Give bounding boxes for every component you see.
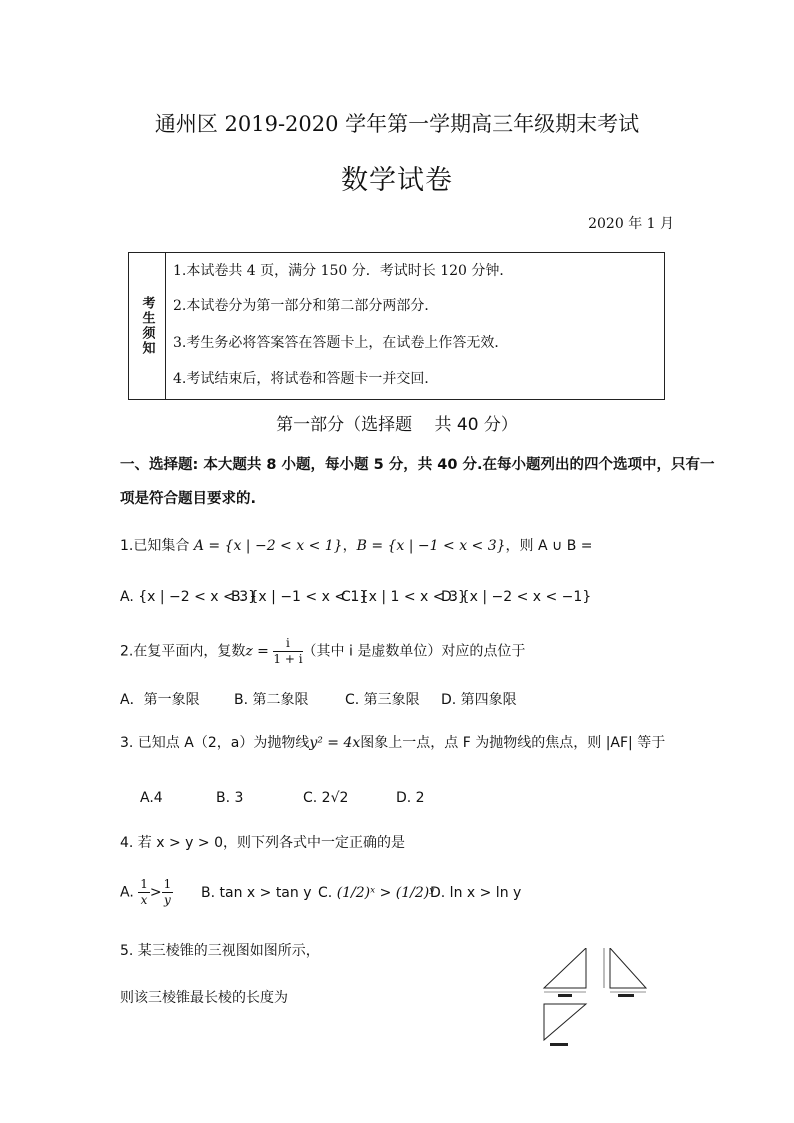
q1-option-b: B. {x | −1 < x < 1} <box>231 589 369 605</box>
q1-sep: ， <box>342 538 357 554</box>
q4-option-c <box>318 885 434 901</box>
three-view-diagram <box>540 948 650 1048</box>
q2-prefix: 2.在复平面内，复数 <box>120 643 246 660</box>
q1-prefix: 1.已知集合 <box>120 538 194 554</box>
notice-item-1: 1.本试卷共 4 页，满分 150 分．考试时长 120 分钟． <box>173 263 514 279</box>
notice-heading-text: 考生须知 <box>139 296 155 356</box>
q2-frac-den: 1 + i <box>273 652 303 666</box>
notice-heading <box>129 253 166 399</box>
q3-equation: y² = 4x <box>309 735 361 751</box>
exam-title: 通州区 2019-2020 学年第一学期高三年级期末考试 <box>154 112 640 136</box>
section1-instructions-line2: 项是符合题目要求的. <box>120 491 257 507</box>
side-view-label-mark <box>618 994 634 997</box>
front-view-triangle <box>544 948 586 988</box>
q2-option-d: D. 第四象限 <box>441 692 517 708</box>
q4-a-num1: 1 <box>140 877 148 891</box>
question-3-stem <box>120 732 665 752</box>
q2-option-c: C. 第三象限 <box>345 692 420 708</box>
q3-option-a: A.4 <box>140 790 163 806</box>
q4-option-a <box>120 877 173 908</box>
question-2-stem <box>120 636 525 667</box>
q1-option-a: A. {x | −2 < x < 3} <box>120 589 258 605</box>
q4-a-den2-text: y <box>164 893 171 907</box>
question-5-ask: 则该三棱锥最长棱的长度为 <box>120 990 288 1006</box>
top-view-triangle <box>544 1004 586 1040</box>
q3-prefix: 3. 已知点 A（2，a）为抛物线 <box>120 735 310 751</box>
q4-a-num2: 1 <box>163 877 172 891</box>
q3-option-d: D. 2 <box>396 790 425 806</box>
q1-set-b: B = {x | −1 < x < 3} <box>356 538 506 554</box>
q2-fraction <box>273 636 302 667</box>
notice-item-3: 3.考生务必将答案答在答题卡上，在试卷上作答无效． <box>173 335 509 351</box>
q2-option-a: A．第一象限 <box>120 692 200 708</box>
question-4-stem: 4. 若 x > y > 0，则下列各式中一定正确的是 <box>120 835 405 851</box>
q4-option-d: D. ln x > ln y <box>430 885 522 901</box>
q4-a-den1-text: x <box>140 893 148 907</box>
q1-set-a: A = {x | −2 < x < 1} <box>193 538 343 554</box>
part1-title: 第一部分（选择题 共 40 分） <box>276 415 518 435</box>
front-view-label-mark <box>558 994 572 997</box>
q2-suffix: （其中 i 是虚数单位）对应的点位于 <box>302 643 526 660</box>
q3-suffix: 图象上一点，点 F 为抛物线的焦点，则 |AF| 等于 <box>360 735 666 751</box>
notice-item-2: 2.本试卷分为第一部分和第二部分两部分． <box>173 298 439 314</box>
q1-suffix: ，则 A ∪ B = <box>505 538 593 554</box>
notice-item-4: 4.考试结束后，将试卷和答题卡一并交回． <box>173 371 439 387</box>
q1-option-c: C. {x | 1 < x < 3} <box>341 589 467 605</box>
notice-box <box>128 252 665 400</box>
q4-c-expr1: (1/2)ˣ <box>336 885 376 901</box>
q4-c-expr2: (1/2)ʸ <box>395 885 435 901</box>
q2-z-label: z = <box>245 643 269 660</box>
exam-subtitle: 数学试卷 <box>341 165 453 196</box>
q3-option-b: B. 3 <box>216 790 244 806</box>
q4-a-den1 <box>138 893 150 908</box>
q1-option-d: D. {x | −2 < x < −1} <box>441 589 592 605</box>
q4-a-den2 <box>162 893 174 908</box>
question-5-stem: 5. 某三棱锥的三视图如图所示， <box>120 943 320 959</box>
q4-a-fraction-1 <box>138 877 150 908</box>
q4-a-relation: > <box>149 884 162 901</box>
q4-a-fraction-2 <box>162 877 174 908</box>
q4-c-relation: > <box>379 885 392 901</box>
q4-option-a-label: A. <box>120 884 134 901</box>
q4-option-b: B. tan x > tan y <box>201 885 312 901</box>
section1-instructions-line1: 一、选择题: 本大题共 8 小题，每小题 5 分，共 40 分.在每小题列出的四个选项中，只有一 <box>120 457 715 473</box>
exam-date: 2020 年 1 月 <box>588 216 674 232</box>
question-1-stem <box>120 535 593 555</box>
top-view-label-mark <box>550 1043 568 1046</box>
q2-frac-num: i <box>273 636 302 652</box>
q4-option-c-label: C. <box>318 885 333 901</box>
q3-option-c: C. 2√2 <box>303 790 349 806</box>
q2-option-b: B. 第二象限 <box>234 692 309 708</box>
side-view-triangle <box>610 948 646 988</box>
